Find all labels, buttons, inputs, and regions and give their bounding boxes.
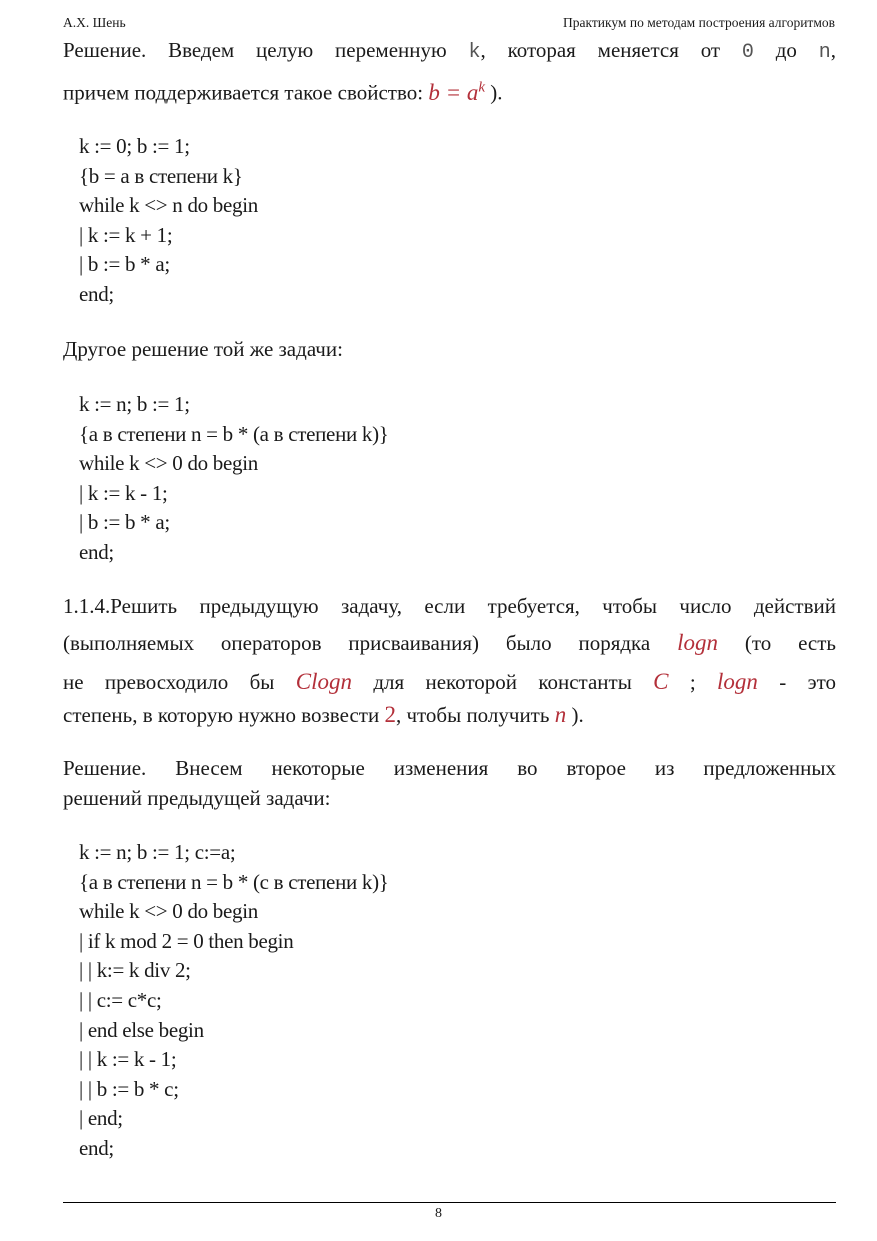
page-number: 8 bbox=[435, 1206, 442, 1221]
text: , которая меняется от bbox=[480, 38, 742, 62]
code-line: | b := b * a; bbox=[79, 510, 170, 535]
code-line: end; bbox=[79, 281, 114, 306]
paragraph-task-1-1-4-line3: не превосходило бы Clogn для некоторой константы C ; logn - это bbox=[63, 669, 836, 694]
text: ). bbox=[485, 80, 503, 105]
formula-c: C bbox=[653, 669, 669, 694]
header-title: Практикум по методам построения алгоритмов bbox=[563, 15, 835, 30]
formula-b-equals-a-k: $b = a^k$ bbox=[428, 79, 486, 105]
paragraph-task-1-1-4-line4: степень, в которую нужно возвести 2, чтобы получить n ). bbox=[63, 702, 584, 727]
formula-clogn: Clogn bbox=[295, 669, 352, 694]
code-line: end; bbox=[79, 1135, 114, 1160]
text: Решение. Введем целую переменную bbox=[63, 38, 469, 62]
code-block-2 bbox=[79, 390, 389, 568]
paragraph-task-1-1-4-line1: 1.1.4.Решить предыдущую задачу, если требуется, чтобы число действий bbox=[63, 594, 836, 618]
code-line: k := 0; b := 1; bbox=[79, 134, 190, 158]
code-line: | b := b * a; bbox=[79, 252, 170, 277]
code-line: end; bbox=[79, 539, 114, 564]
code-var-n: n bbox=[818, 41, 831, 64]
paragraph-another-solution: Другое решение той же задачи: bbox=[63, 337, 343, 361]
code-line: {a в степени n = b * (c в степени k)} bbox=[79, 869, 389, 894]
formula-n: n bbox=[554, 702, 567, 727]
code-line: | end; bbox=[79, 1106, 123, 1131]
text: до bbox=[753, 38, 819, 62]
code-line: while k <> 0 do begin bbox=[79, 899, 258, 924]
code-line: | if k mod 2 = 0 then begin bbox=[79, 928, 294, 953]
code-block-3 bbox=[79, 838, 389, 1164]
code-line: k := n; b := 1; bbox=[79, 392, 190, 416]
code-line: | | c:= c*c; bbox=[79, 987, 162, 1012]
code-line: | | b := b * c; bbox=[79, 1076, 179, 1101]
code-zero: 0 bbox=[741, 41, 754, 64]
code-line: | k := k + 1; bbox=[79, 222, 173, 247]
code-line: | end else begin bbox=[79, 1017, 204, 1042]
formula-logn: logn bbox=[677, 630, 718, 655]
paragraph-solution-1-line1 bbox=[63, 38, 836, 64]
text: причем поддерживается такое свойство: bbox=[63, 80, 429, 105]
code-var-k: k bbox=[468, 41, 481, 64]
text: , bbox=[830, 38, 837, 62]
code-block-1 bbox=[79, 132, 258, 310]
paragraph-solution-2-line2: решений предыдущей задачи: bbox=[63, 786, 331, 810]
header-author: А.Х. Шень bbox=[63, 15, 126, 30]
formula-two: 2 bbox=[384, 702, 396, 727]
code-line: | | k := k - 1; bbox=[79, 1047, 177, 1072]
code-line: while k <> n do begin bbox=[79, 193, 258, 218]
code-line: | k := k - 1; bbox=[79, 480, 168, 505]
paragraph-solution-1-line2 bbox=[63, 79, 836, 106]
code-line: while k <> 0 do begin bbox=[79, 451, 258, 476]
code-line: k := n; b := 1; c:=a; bbox=[79, 840, 236, 864]
formula-logn-2: logn bbox=[717, 669, 758, 694]
footer-rule bbox=[63, 1202, 836, 1203]
code-line: {a в степени n = b * (a в степени k)} bbox=[79, 421, 389, 446]
code-line: | | k:= k div 2; bbox=[79, 958, 191, 983]
paragraph-task-1-1-4-line2: (выполняемых операторов присваивания) было порядка logn (то есть bbox=[63, 630, 837, 655]
code-line: {b = a в степени k} bbox=[79, 163, 243, 188]
paragraph-solution-2-line1: Решение. Внесем некоторые изменения во второе из предложенных bbox=[63, 756, 836, 780]
